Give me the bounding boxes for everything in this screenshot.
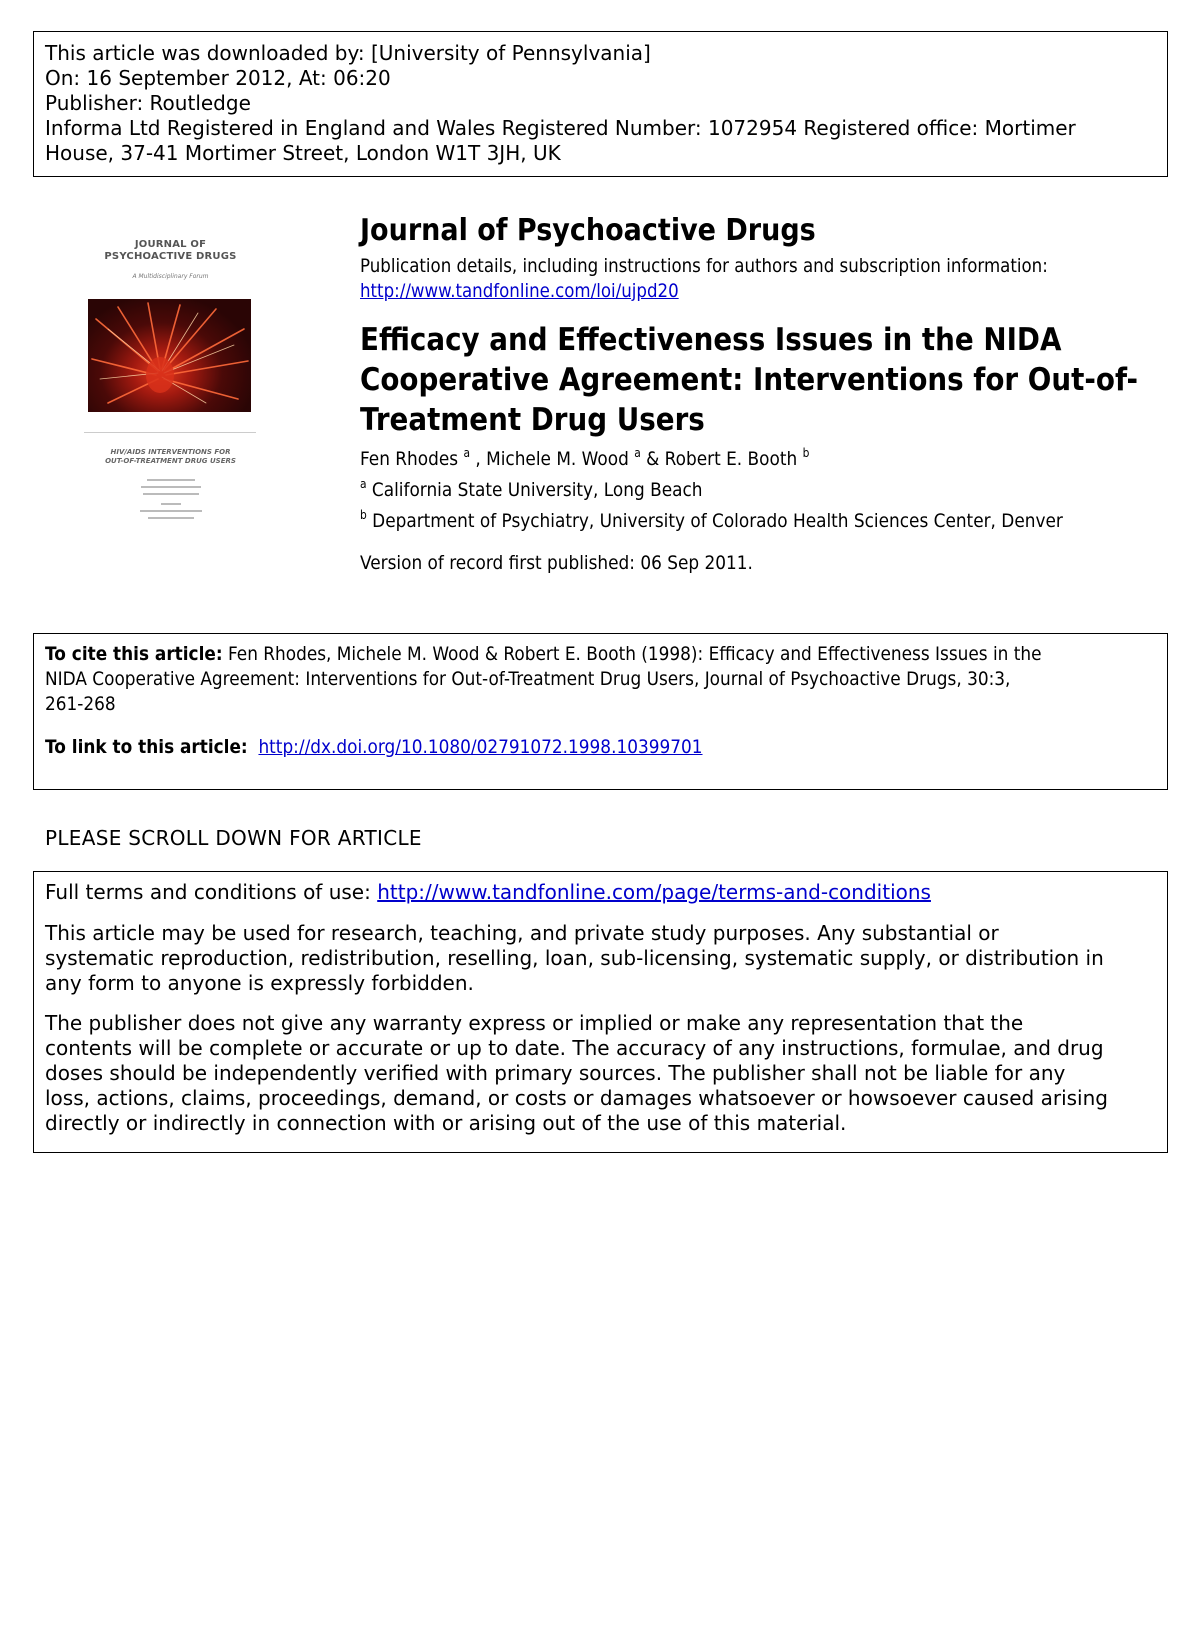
author-affiliation-marker: b bbox=[802, 446, 810, 460]
registration-line-2: House, 37-41 Mortimer Street, London W1T 3JH, UK bbox=[45, 141, 561, 165]
author-name: Michele M. Wood bbox=[486, 448, 629, 470]
terms-p1-line-3: any form to anyone is expressly forbidden. bbox=[45, 971, 474, 995]
terms-paragraph-1 bbox=[45, 921, 1156, 996]
author-name: Robert E. Booth bbox=[664, 448, 798, 470]
cover-theme-line-1: HIV/AIDS INTERVENTIONS FOR bbox=[110, 448, 231, 456]
registration-line-1: Informa Ltd Registered in England and Wales Registered Number: 1072954 Registered office: Mortimer bbox=[45, 116, 1076, 140]
cover-theme-line-2: OUT-OF-TREATMENT DRUG USERS bbox=[105, 457, 236, 465]
journal-cover-image bbox=[78, 225, 263, 525]
affiliation-a bbox=[360, 478, 702, 502]
publisher-line: Publisher: Routledge bbox=[45, 91, 251, 115]
terms-link[interactable]: http://www.tandfonline.com/page/terms-and-conditions bbox=[377, 880, 931, 904]
terms-line bbox=[45, 880, 1156, 905]
cover-editors-block bbox=[78, 479, 263, 524]
cite-text-line-1: Fen Rhodes, Michele M. Wood & Robert E. Booth (1998): Efficacy and Effectiveness Issues in the bbox=[222, 643, 1042, 665]
download-info-box bbox=[33, 31, 1168, 177]
cite-text-line-2: NIDA Cooperative Agreement: Interventions for Out-of-Treatment Drug Users, Journal of Psychoactive Drugs, 30:3, bbox=[45, 668, 1011, 690]
version-of-record: Version of record first published: 06 Sep 2011. bbox=[360, 552, 753, 574]
article-title-line-1: Efficacy and Effectiveness Issues in the NIDA bbox=[360, 322, 1062, 358]
cover-title-line-1: JOURNAL OF bbox=[134, 239, 207, 250]
journal-url-link[interactable]: http://www.tandfonline.com/loi/ujpd20 bbox=[360, 280, 679, 302]
author-affiliation-marker: a bbox=[634, 446, 641, 460]
article-title bbox=[360, 320, 1139, 440]
terms-label: Full terms and conditions of use: bbox=[45, 880, 378, 904]
terms-paragraph-2 bbox=[45, 1011, 1156, 1136]
terms-box bbox=[33, 871, 1168, 1153]
cite-text-line-3: 261-268 bbox=[45, 693, 116, 715]
author-separator: & bbox=[640, 448, 665, 470]
author-affiliation-marker: a bbox=[463, 446, 470, 460]
publication-details bbox=[360, 254, 1048, 304]
cover-title bbox=[78, 239, 263, 263]
cover-divider bbox=[84, 432, 256, 433]
cover-artwork bbox=[88, 299, 251, 412]
article-title-line-3: Treatment Drug Users bbox=[360, 402, 705, 438]
affiliation-text: California State University, Long Beach bbox=[371, 479, 703, 501]
author-name: Fen Rhodes bbox=[360, 448, 459, 470]
citation-box bbox=[33, 633, 1168, 790]
affiliation-marker: b bbox=[360, 508, 367, 522]
author-list bbox=[360, 447, 809, 471]
article-title-line-2: Cooperative Agreement: Interventions for Out-of- bbox=[360, 362, 1139, 398]
downloaded-by-line: This article was downloaded by: [University of Pennsylvania] bbox=[45, 41, 651, 65]
cover-title-line-2: PSYCHOACTIVE DRUGS bbox=[104, 251, 237, 262]
article-link-line bbox=[45, 735, 703, 760]
link-label: To link to this article: bbox=[45, 736, 248, 758]
cover-theme bbox=[78, 448, 263, 466]
affiliation-marker: a bbox=[360, 477, 367, 491]
cover-volume-line bbox=[84, 424, 256, 429]
terms-p2-line-3: doses should be independently verified with primary sources. The publisher shall not be liable for any bbox=[45, 1061, 1066, 1085]
doi-link[interactable]: http://dx.doi.org/10.1080/02791072.1998.10399701 bbox=[258, 736, 703, 758]
terms-p2-line-5: directly or indirectly in connection with or arising out of the use of this material. bbox=[45, 1111, 847, 1135]
cover-subtitle: A Multidisciplinary Forum bbox=[132, 273, 209, 280]
terms-p2-line-2: contents will be complete or accurate or up to date. The accuracy of any instructions, formulae, and drug bbox=[45, 1036, 1104, 1060]
terms-p2-line-1: The publisher does not give any warranty express or implied or make any representation that the bbox=[45, 1011, 1024, 1035]
citation-text bbox=[45, 642, 1140, 717]
affiliation-b bbox=[360, 509, 1063, 533]
terms-p1-line-1: This article may be used for research, teaching, and private study purposes. Any substantial or bbox=[45, 921, 999, 945]
cite-label: To cite this article: bbox=[45, 643, 223, 665]
journal-title: Journal of Psychoactive Drugs bbox=[360, 213, 816, 248]
publication-details-text: Publication details, including instructions for authors and subscription information: bbox=[360, 255, 1048, 277]
affiliation-text: Department of Psychiatry, University of Colorado Health Sciences Center, Denver bbox=[372, 510, 1063, 532]
terms-p1-line-2: systematic reproduction, redistribution, reselling, loan, sub-licensing, systematic supply, or distribution in bbox=[45, 946, 1104, 970]
terms-p2-line-4: loss, actions, claims, proceedings, demand, or costs or damages whatsoever or howsoever caused arising bbox=[45, 1086, 1108, 1110]
author-separator: , bbox=[469, 448, 487, 470]
download-date-line: On: 16 September 2012, At: 06:20 bbox=[45, 66, 391, 90]
scroll-notice: PLEASE SCROLL DOWN FOR ARTICLE bbox=[45, 826, 422, 850]
